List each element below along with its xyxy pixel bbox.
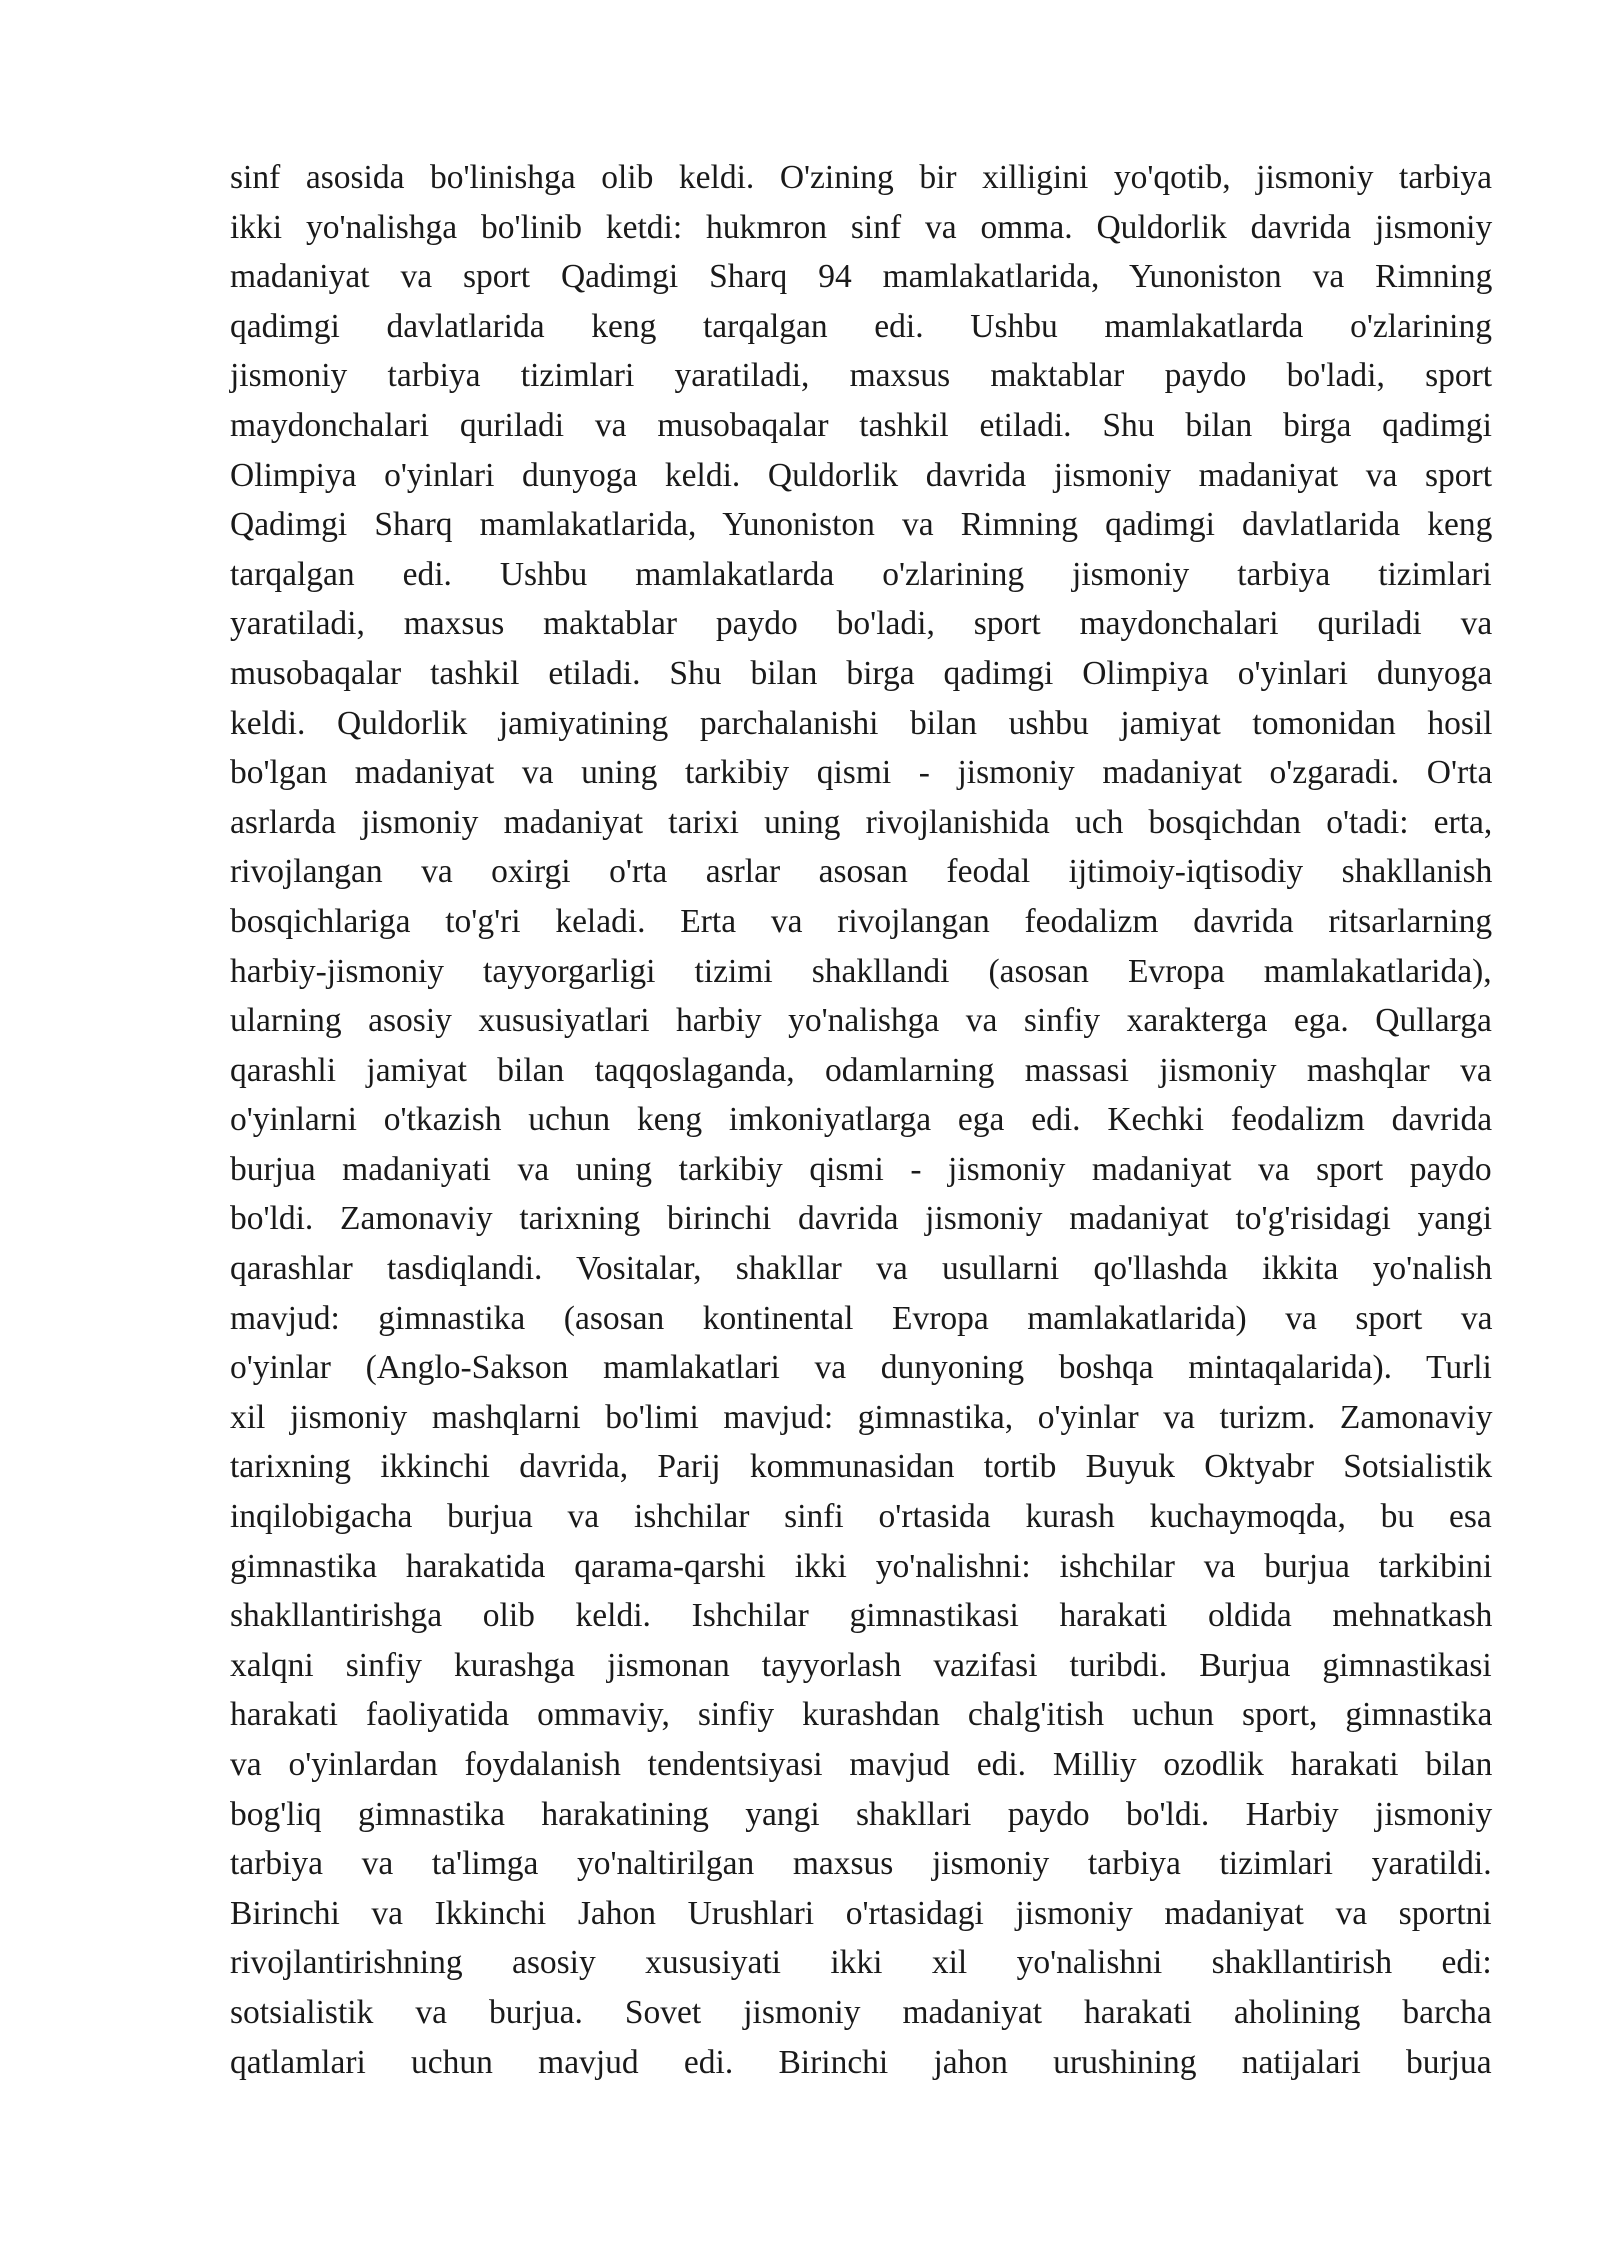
text-line: qadimgi davlatlarida keng tarqalgan edi. Ushbu mamlakatlarda o'zlarining: [230, 307, 1492, 345]
text-line: tarixning ikkinchi davrida, Parij kommunasidan tortib Buyuk Oktyabr Sotsialistik: [230, 1448, 1493, 1486]
text-line: qarashlar tasdiqlandi. Vositalar, shakllar va usullarni qo'llashda ikkita yo'nalish: [230, 1250, 1493, 1288]
text-line: bo'ldi. Zamonaviy tarixning birinchi davrida jismoniy madaniyat to'g'risidagi yangi: [230, 1200, 1493, 1238]
text-line: madaniyat va sport Qadimgi Sharq 94 mamlakatlarida, Yunoniston va Rimning: [230, 258, 1493, 296]
text-line: sinf asosida bo'linishga olib keldi. O'zining bir xilligini yo'qotib, jismoniy tarbiya: [230, 159, 1493, 196]
text-line: maydonchalari quriladi va musobaqalar tashkil etiladi. Shu bilan birga qadimgi: [230, 406, 1492, 444]
text-line: musobaqalar tashkil etiladi. Shu bilan birga qadimgi Olimpiya o'yinlari dunyoga: [230, 654, 1493, 692]
text-line: shakllantirishga olib keldi. Ishchilar gimnastikasi harakati oldida mehnatkash: [230, 1597, 1493, 1635]
text-line: asrlarda jismoniy madaniyat tarixi uning rivojlanishida uch bosqichdan o'tadi: erta,: [230, 803, 1493, 841]
text-line: inqilobigacha burjua va ishchilar sinfi o'rtasida kurash kuchaymoqda, bu esa: [230, 1498, 1492, 1536]
text-line: xil jismoniy mashqlarni bo'limi mavjud: gimnastika, o'yinlar va turizm. Zamonaviy: [230, 1398, 1493, 1436]
text-line: gimnastika harakatida qarama-qarshi ikki yo'nalishni: ishchilar va burjua tarkibini: [230, 1547, 1493, 1585]
text-line: ularning asosiy xususiyatlari harbiy yo'nalishga va sinfiy xarakterga ega. Qullarga: [230, 1002, 1492, 1040]
text-line: tarqalgan edi. Ushbu mamlakatlarda o'zlarining jismoniy tarbiya tizimlari: [230, 555, 1492, 593]
body-text: [230, 153, 1492, 2087]
text-line: rivojlantirishning asosiy xususiyati ikki xil yo'nalishni shakllantirish edi:: [230, 1944, 1492, 1982]
text-line: qatlamlari uchun mavjud edi. Birinchi jahon urushining natijalari burjua: [230, 2043, 1492, 2081]
text-line: Olimpiya o'yinlari dunyoga keldi. Quldorlik davrida jismoniy madaniyat va sport: [230, 456, 1493, 494]
text-line: o'yinlarni o'tkazish uchun keng imkoniyatlarga ega edi. Kechki feodalizm davrida: [230, 1101, 1493, 1139]
text-line: harbiy-jismoniy tayyorgarligi tizimi shakllandi (asosan Evropa mamlakatlarida),: [230, 952, 1492, 990]
text-line: harakati faoliyatida ommaviy, sinfiy kurashdan chalg'itish uchun sport, gimnastika: [230, 1696, 1493, 1734]
text-line: bosqichlariga to'g'ri keladi. Erta va rivojlangan feodalizm davrida ritsarlarning: [230, 902, 1493, 940]
text-line: Qadimgi Sharq mamlakatlarida, Yunoniston va Rimning qadimgi davlatlarida keng: [230, 506, 1493, 544]
text-line: rivojlangan va oxirgi o'rta asrlar asosan feodal ijtimoiy-iqtisodiy shakllanish: [230, 853, 1493, 891]
text-line: qarashli jamiyat bilan taqqoslaganda, odamlarning massasi jismoniy mashqlar va: [230, 1051, 1492, 1089]
text-line: ikki yo'nalishga bo'linib ketdi: hukmron sinf va omma. Quldorlik davrida jismoniy: [230, 208, 1493, 246]
text-line: jismoniy tarbiya tizimlari yaratiladi, maxsus maktablar paydo bo'ladi, sport: [230, 357, 1493, 395]
text-line: yaratiladi, maxsus maktablar paydo bo'ladi, sport maydonchalari quriladi va: [230, 605, 1493, 643]
text-line: tarbiya va ta'limga yo'naltirilgan maxsus jismoniy tarbiya tizimlari yaratildi.: [230, 1845, 1492, 1883]
text-line: mavjud: gimnastika (asosan kontinental Evropa mamlakatlarida) va sport va: [230, 1299, 1493, 1337]
text-line: sotsialistik va burjua. Sovet jismoniy madaniyat harakati aholining barcha: [230, 1993, 1492, 2031]
text-line: bo'lgan madaniyat va uning tarkibiy qismi - jismoniy madaniyat o'zgaradi. O'rta: [230, 754, 1493, 792]
text-line: xalqni sinfiy kurashga jismonan tayyorlash vazifasi turibdi. Burjua gimnastikasi: [230, 1646, 1492, 1684]
text-line: va o'yinlardan foydalanish tendentsiyasi mavjud edi. Milliy ozodlik harakati bilan: [230, 1746, 1493, 1783]
text-line: Birinchi va Ikkinchi Jahon Urushlari o'rtasidagi jismoniy madaniyat va sportni: [230, 1894, 1492, 1932]
text-line: burjua madaniyati va uning tarkibiy qismi - jismoniy madaniyat va sport paydo: [230, 1150, 1492, 1188]
text-line: bog'liq gimnastika harakatining yangi shakllari paydo bo'ldi. Harbiy jismoniy: [230, 1795, 1493, 1833]
text-line: o'yinlar (Anglo-Sakson mamlakatlari va dunyoning boshqa mintaqalarida). Turli: [230, 1349, 1492, 1387]
text-line: keldi. Quldorlik jamiyatining parchalanishi bilan ushbu jamiyat tomonidan hosil: [230, 704, 1493, 742]
